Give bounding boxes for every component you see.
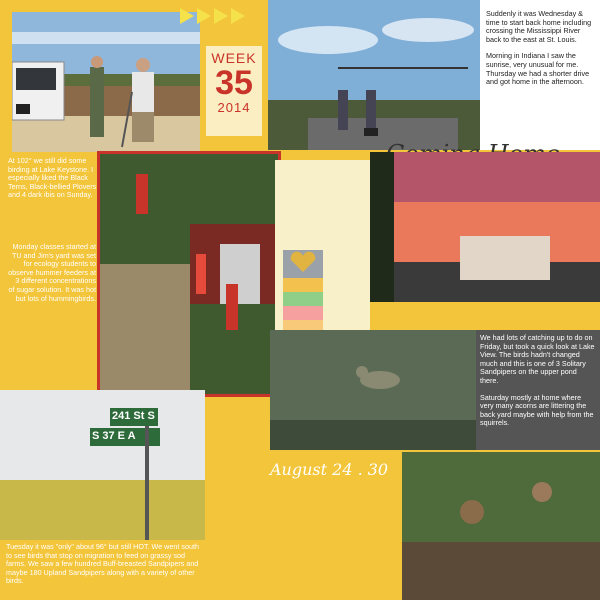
birders-photo-image	[12, 12, 200, 152]
arrow-icon	[214, 8, 228, 24]
year-label: 2014	[217, 100, 251, 115]
arrow-icon	[180, 8, 194, 24]
arrow-icon	[231, 8, 245, 24]
acorn-photo	[402, 452, 600, 600]
journal-wednesday: Suddenly it was Wednesday & time to start back home including crossing the Mississippi River back to the east at St. Louis.	[486, 9, 592, 44]
street-sign-photo	[0, 390, 205, 540]
journal-top	[486, 10, 596, 95]
week-number: 35	[215, 64, 253, 102]
journal-monday: Monday classes started at TU and Jim's yard was set for ecology students to observe hummer feeders at 3 different concentrations of sugar solution. It was hot but lots of hummingbirds.	[8, 242, 96, 303]
street-sign-bottom: S 37 E A	[92, 430, 136, 442]
journal-right	[480, 334, 596, 436]
journal-tuesday: Tuesday it was "only" about 96° but still HOT. We went south to see birds that stop on migration to feed on grassy sod farms. We saw a few hundred Buff-breasted Sandpipers and maybe 180 Upland Sandpipers along with a variety of other birds.	[6, 542, 199, 586]
sunset-photo	[370, 152, 600, 302]
journal-keystone: At 102° we still did some birding at Lake Keystone. I especially liked the Black Terns, Black-bellied Plovers and 4 dark ibis on Sunday.	[8, 156, 97, 200]
week-block	[206, 46, 262, 136]
date-area	[270, 460, 420, 480]
sandpiper-photo	[270, 330, 476, 450]
feeders-photo	[97, 151, 281, 397]
arrow-icon	[197, 8, 211, 24]
street-sign-top: 241 St S	[112, 410, 155, 422]
journal-friday: We had lots of catching up to do on Friday, but took a quick look at Lake View. The birds hadn't changed much and this is one of 3 Solitary Sandpipers on the upper pond there.	[480, 333, 595, 385]
journal-indiana: Morning in Indiana I saw the sunrise, very unusual for me. Thursday we had a shorter drive and got home in the afternoon.	[486, 51, 590, 87]
journal-saturday: Saturday mostly at home where very many acorns are littering the back yard maybe with help from the squirrels.	[480, 392, 594, 428]
arrow-decoration	[180, 8, 248, 29]
bridge-photo	[268, 0, 480, 150]
birders-photo	[12, 12, 200, 152]
week-label: WEEK	[211, 50, 257, 66]
date-range: August 24 . 30	[270, 460, 389, 479]
